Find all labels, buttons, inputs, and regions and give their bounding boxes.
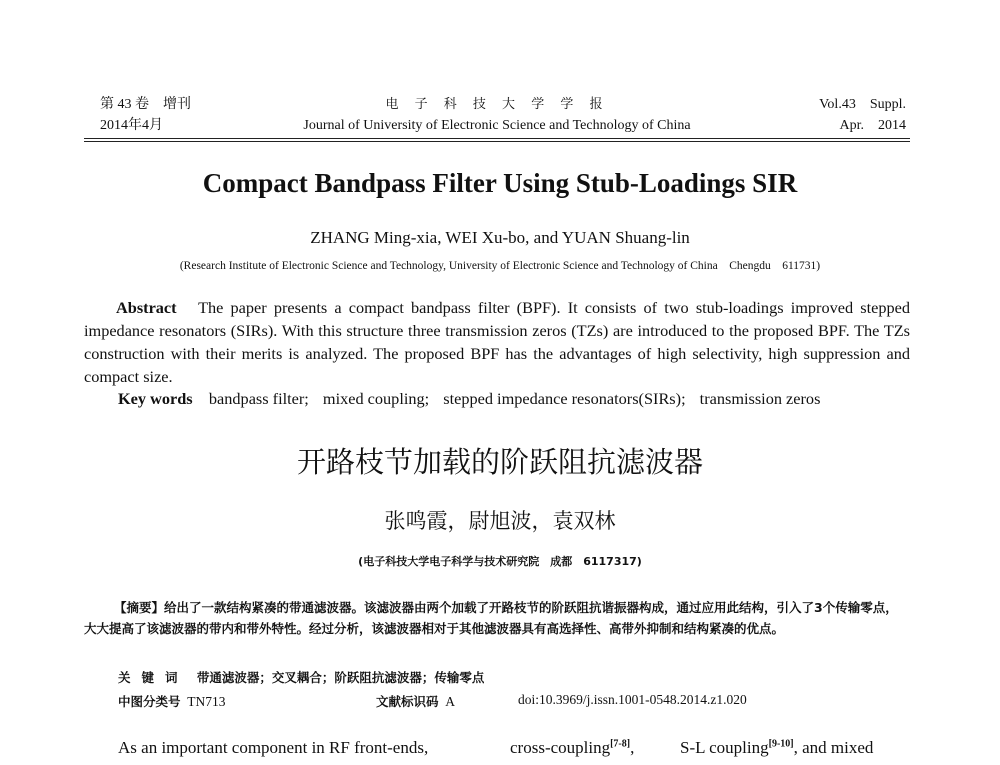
- keywords-en: [118, 387, 830, 410]
- abstract-cn-label: 【摘要】: [114, 600, 165, 615]
- paper-title-cn: 开路枝节加载的阶跃阻抗滤波器: [296, 445, 703, 479]
- keywords-cn: [118, 668, 484, 686]
- volume-en: Vol.43 Suppl.: [819, 97, 906, 112]
- clc-label: 中图分类号: [118, 694, 181, 709]
- volume-info-en: [819, 94, 906, 136]
- date-en: Apr. 2014: [839, 118, 906, 133]
- abstract-text: The paper presents a compact bandpass filter (BPF). It consists of two stub-loadings improved stepped impedance resonators (SIRs). With this structure three transmission zeros (TZs) are introduced to the proposed BPF. The TZs construction with their merits is analyzed. The proposed BPF has the advantages of high selectivity, high suppression and compact size.: [84, 298, 910, 386]
- journal-name-en: Journal of University of Electronic Science and Technology of China: [303, 118, 691, 133]
- paper-title-en: Compact Bandpass Filter Using Stub-Loadings SIR: [202, 168, 798, 198]
- citation-ref: [7-8]: [610, 738, 631, 750]
- keyword-item: stepped impedance resonators(SIRs);: [443, 389, 686, 408]
- volume-issue: 第 43 卷 增刊: [100, 97, 191, 112]
- header-rule-thin: [84, 141, 910, 142]
- abstract-en: [84, 296, 910, 388]
- journal-header: [84, 94, 910, 138]
- keyword-item: bandpass filter;: [208, 389, 309, 408]
- clc-value: TN713: [187, 694, 226, 709]
- body-text-part3: S-L coupling[9-10], and mixed: [680, 738, 874, 757]
- journal-name-cn: 电 子 科 技 大 学 学 报: [385, 97, 609, 112]
- keywords-cn-text: 带通滤波器；交叉耦合；阶跃阻抗滤波器；传输零点: [196, 670, 485, 685]
- authors-cn: 张鸣霞，尉旭波，袁双林: [384, 509, 616, 533]
- body-text-part2: cross-coupling[7-8],: [510, 738, 635, 757]
- keywords-cn-label: 关键词: [118, 670, 189, 685]
- doc-code-label: 文献标识码: [376, 694, 439, 709]
- abstract-cn: [84, 597, 910, 639]
- journal-name: [84, 94, 910, 136]
- citation-ref: [9-10]: [768, 738, 794, 750]
- keyword-item: mixed coupling;: [322, 389, 430, 408]
- header-rule-thick: [84, 138, 910, 139]
- body-text-part1: As an important component in RF front-ends,: [118, 738, 429, 757]
- affiliation-cn: (电子科技大学电子科学与技术研究院 成都 6117317): [358, 555, 642, 568]
- abstract-cn-text: 给出了一款结构紧凑的带通滤波器。该滤波器由两个加载了开路枝节的阶跃阻抗谐振器构成，通过应用此结构，引入了3个传输零点，大大提高了该滤波器的带内和带外特性。经过分析，该滤波器相对于其他滤波器具有高选择性、高带外抑制和结构紧凑的优点。: [84, 600, 898, 636]
- abstract-label: Abstract: [116, 298, 177, 317]
- issue-date: 2014年4月: [100, 118, 163, 133]
- keyword-item: transmission zeros: [699, 389, 821, 408]
- authors-en: ZHANG Ming-xia, WEI Xu-bo, and YUAN Shuang-lin: [310, 228, 690, 247]
- doc-code-value: A: [445, 694, 456, 709]
- affiliation-en: (Research Institute of Electronic Science and Technology, University of Electronic Science and Technology of China Chengdu 611731): [179, 260, 821, 272]
- keywords-label: Key words: [118, 389, 193, 408]
- doi: doi:10.3969/j.issn.1001-0548.2014.z1.020: [518, 692, 747, 707]
